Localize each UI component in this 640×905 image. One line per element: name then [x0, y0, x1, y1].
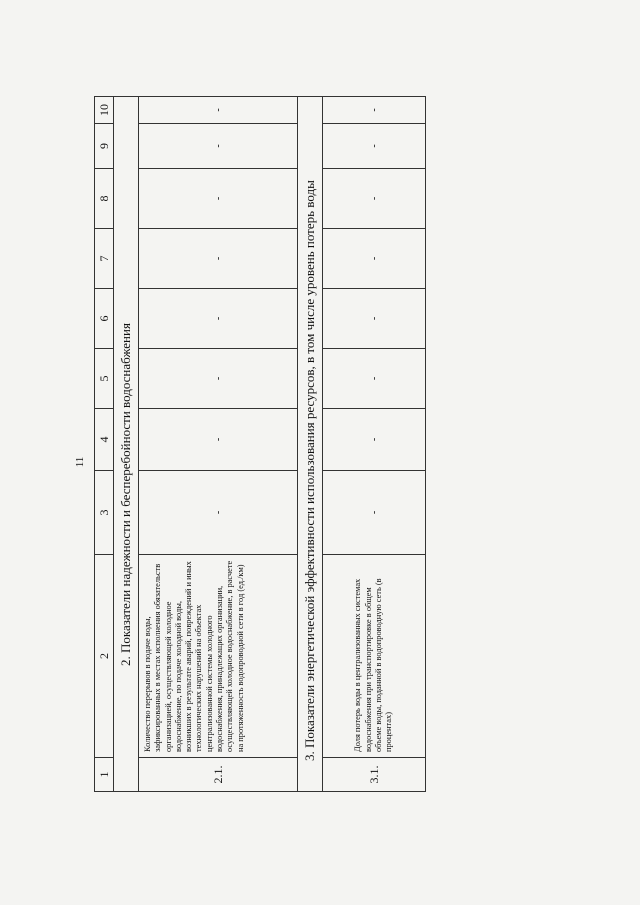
header-row [95, 97, 114, 792]
rotated-table-container [94, 97, 468, 792]
header-cell: 2 [95, 555, 114, 758]
value-cell: - [139, 229, 298, 289]
row-description: Количество перерывов в подаче воды, зафиксированных в местах исполнения обязательств организацией, осуществляющей холодное водоснабжение, по подаче холодной воды, возникших в результате аварий, повреждений и иных технологических нарушений на объектах централизованной системы холодного водоснабжения, принадлежащих организации, осуществляющей холодное водоснабжение, в расчете на протяженность водопроводной сети в год (ед./км) [139, 555, 298, 758]
value-cell: - [139, 289, 298, 349]
table-row [323, 97, 426, 792]
value-cell: - [323, 349, 426, 409]
header-cell: 1 [95, 758, 114, 792]
header-cell: 8 [95, 169, 114, 229]
row-number: 3.1. [323, 758, 426, 792]
value-cell: - [139, 124, 298, 169]
value-cell: - [139, 471, 298, 555]
value-cell: - [139, 409, 298, 471]
section-2-title: 2. Показатели надежности и бесперебойности водоснабжения [114, 97, 139, 792]
value-cell: - [323, 169, 426, 229]
header-cell: 7 [95, 229, 114, 289]
page-number: 11 [74, 456, 86, 468]
value-cell: - [323, 409, 426, 471]
header-cell: 5 [95, 349, 114, 409]
section-3-title: 3. Показатели энергетической эффективности использования ресурсов, в том числе уровень потерь воды [298, 97, 323, 792]
value-cell: - [323, 229, 426, 289]
value-cell: - [139, 169, 298, 229]
value-cell: - [323, 97, 426, 124]
value-cell: - [139, 349, 298, 409]
indicators-table [94, 96, 426, 792]
row-number: 2.1. [139, 758, 298, 792]
row-description: Доля потерь воды в централизованных системах водоснабжения при транспортировке в общем объеме воды, поданной в водопроводную сеть (в процентах) [323, 555, 426, 758]
header-cell: 4 [95, 409, 114, 471]
header-cell: 6 [95, 289, 114, 349]
table-row [139, 97, 298, 792]
value-cell: - [323, 289, 426, 349]
value-cell: - [323, 124, 426, 169]
value-cell: - [139, 97, 298, 124]
header-cell: 9 [95, 124, 114, 169]
header-cell: 3 [95, 471, 114, 555]
header-cell: 10 [95, 97, 114, 124]
value-cell: - [323, 471, 426, 555]
section-2-row [114, 97, 139, 792]
section-3-row [298, 97, 323, 792]
